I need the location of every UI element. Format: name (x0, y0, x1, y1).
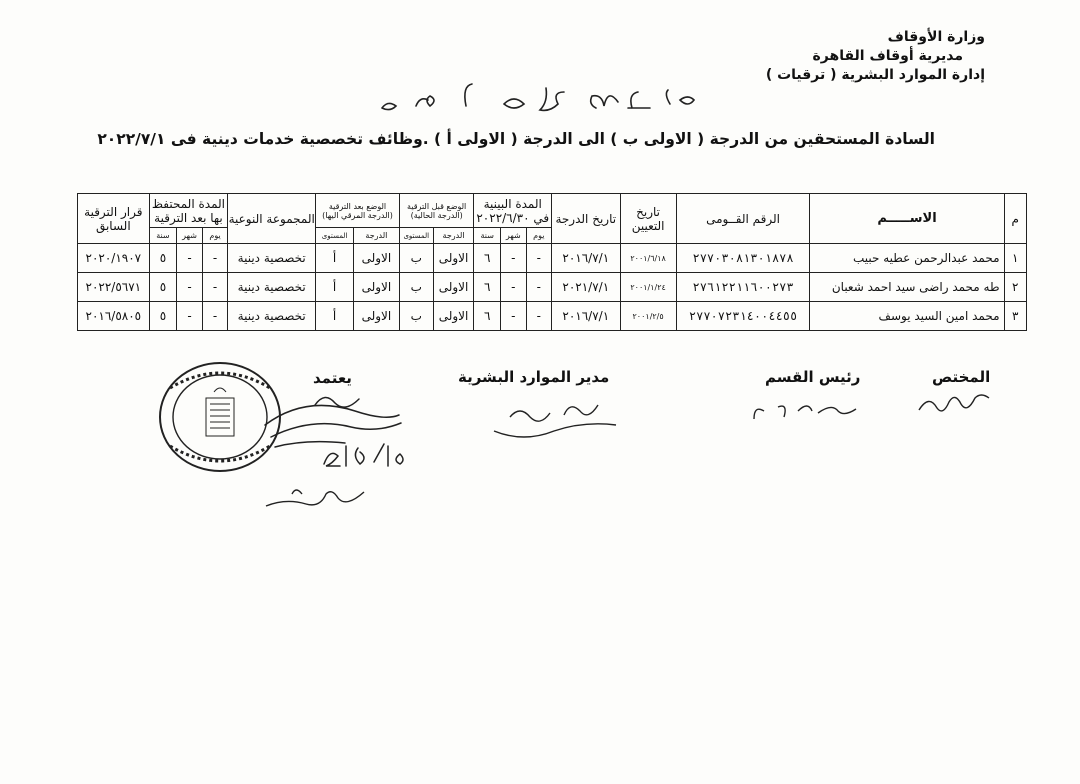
row-national-id: ٢٧٧٠٧٢٣١٤٠٠٤٤٥٥ (676, 302, 810, 331)
row-retained-month: - (177, 244, 203, 273)
handwritten-annotation (370, 78, 710, 122)
row-interim-day: - (526, 273, 552, 302)
row-after-grade: الاولى (353, 302, 399, 331)
col-after-promotion: الوضع بعد الترقية (الدرجة المرقي اليها) (316, 194, 400, 228)
col-national-id: الرقم القــومى (676, 194, 810, 244)
row-interim-day: - (526, 244, 552, 273)
row-appointment-date: ٢٠٠١/٦/١٨ (620, 244, 676, 273)
col-grade-date: تاريخ الدرجة (552, 194, 620, 244)
table-row (78, 244, 1027, 273)
row-name: محمد عبدالرحمن عطيه حبيب (810, 244, 1004, 273)
row-after-grade: الاولى (353, 244, 399, 273)
official-seal (150, 358, 290, 476)
row-before-level: ب (399, 302, 433, 331)
row-group: تخصصية دينية (228, 302, 316, 331)
section-head-label: رئيس القسم (765, 368, 861, 386)
col-before-level: المستوى (399, 228, 433, 244)
row-name: طه محمد راضى سيد احمد شعبان (810, 273, 1004, 302)
directorate-name: مديرية أوقاف القاهرة (812, 48, 963, 64)
row-interim-month: - (501, 273, 527, 302)
row-group: تخصصية دينية (228, 273, 316, 302)
promotions-table (77, 193, 1027, 331)
section-head-signature (748, 393, 863, 429)
col-serial: م (1004, 194, 1026, 244)
row-interim-year: ٦ (474, 273, 501, 302)
hr-director-label: مدير الموارد البشرية (458, 368, 610, 386)
row-previous-decision: ٢٠٢٢/٥٦٧١ (78, 273, 150, 302)
row-grade-date: ٢٠١٦/٧/١ (552, 302, 620, 331)
row-group: تخصصية دينية (228, 244, 316, 273)
table-row (78, 302, 1027, 331)
col-after-grade: الدرجة (353, 228, 399, 244)
row-previous-decision: ٢٠١٦/٥٨٠٥ (78, 302, 150, 331)
specialist-signature (915, 388, 995, 418)
row-after-level: أ (316, 244, 354, 273)
table-row (78, 273, 1027, 302)
col-interim-year: سنة (474, 228, 501, 244)
col-retained-month: شهر (177, 228, 203, 244)
col-previous-decision: قرار الترقية السابق (78, 194, 150, 244)
row-after-level: أ (316, 273, 354, 302)
col-retained-day: يوم (202, 228, 228, 244)
row-appointment-date: ٢٠٠١/١/٢٤ (620, 273, 676, 302)
row-previous-decision: ٢٠٢٠/١٩٠٧ (78, 244, 150, 273)
row-interim-year: ٦ (474, 302, 501, 331)
row-retained-year: ٥ (149, 273, 177, 302)
approved-label: يعتمد (313, 369, 352, 387)
letterhead (766, 28, 985, 85)
row-interim-month: - (501, 302, 527, 331)
row-serial: ١ (1004, 244, 1026, 273)
col-qualitative-group: المجموعة النوعية (228, 194, 316, 244)
row-before-grade: الاولى (433, 244, 474, 273)
row-retained-day: - (202, 273, 228, 302)
ministry-name: وزارة الأوقاف (887, 29, 985, 45)
row-interim-year: ٦ (474, 244, 501, 273)
row-after-level: أ (316, 302, 354, 331)
hr-director-signature (490, 395, 620, 445)
row-retained-month: - (177, 273, 203, 302)
row-before-level: ب (399, 244, 433, 273)
row-retained-day: - (202, 302, 228, 331)
row-national-id: ٢٧٧٠٣٠٨١٣٠١٨٧٨ (676, 244, 810, 273)
row-national-id: ٢٧٦١٢٢١١٦٠٠٢٧٣ (676, 273, 810, 302)
col-retained-period: المدة المحتفظ بها بعد الترقية (149, 194, 228, 228)
col-interim-period: المدة البينية في ٢٠٢٢/٦/٣٠ (474, 194, 552, 228)
col-retained-year: سنة (149, 228, 177, 244)
row-retained-year: ٥ (149, 302, 177, 331)
handwritten-note (262, 480, 372, 516)
row-after-grade: الاولى (353, 273, 399, 302)
row-retained-day: - (202, 244, 228, 273)
col-after-level: المستوى (316, 228, 354, 244)
row-before-level: ب (399, 273, 433, 302)
row-serial: ٣ (1004, 302, 1026, 331)
col-before-promotion: الوضع قبل الترقية (الدرجة الحالية) (399, 194, 474, 228)
row-retained-month: - (177, 302, 203, 331)
row-grade-date: ٢٠٢١/٧/١ (552, 273, 620, 302)
row-before-grade: الاولى (433, 273, 474, 302)
col-name: الاســـــم (810, 194, 1004, 244)
row-retained-year: ٥ (149, 244, 177, 273)
row-name: محمد امين السيد يوسف (810, 302, 1004, 331)
specialist-label: المختص (932, 368, 991, 386)
row-grade-date: ٢٠١٦/٧/١ (552, 244, 620, 273)
row-interim-day: - (526, 302, 552, 331)
handwritten-date (318, 438, 408, 472)
department-name: إدارة الموارد البشرية ( ترقيات ) (765, 67, 985, 83)
row-appointment-date: ٢٠٠١/٢/٥ (620, 302, 676, 331)
row-serial: ٢ (1004, 273, 1026, 302)
col-appointment-date: تاريخ التعيين (620, 194, 676, 244)
col-interim-day: يوم (526, 228, 552, 244)
row-before-grade: الاولى (433, 302, 474, 331)
document-title: السادة المستحقين من الدرجة ( الاولى ب ) الى الدرجة ( الاولى أ ) .وظائف تخصصية خدمات دينية فى ٢٠٢٢/٧/١ (97, 130, 935, 148)
col-before-grade: الدرجة (433, 228, 474, 244)
col-interim-month: شهر (501, 228, 527, 244)
row-interim-month: - (501, 244, 527, 273)
